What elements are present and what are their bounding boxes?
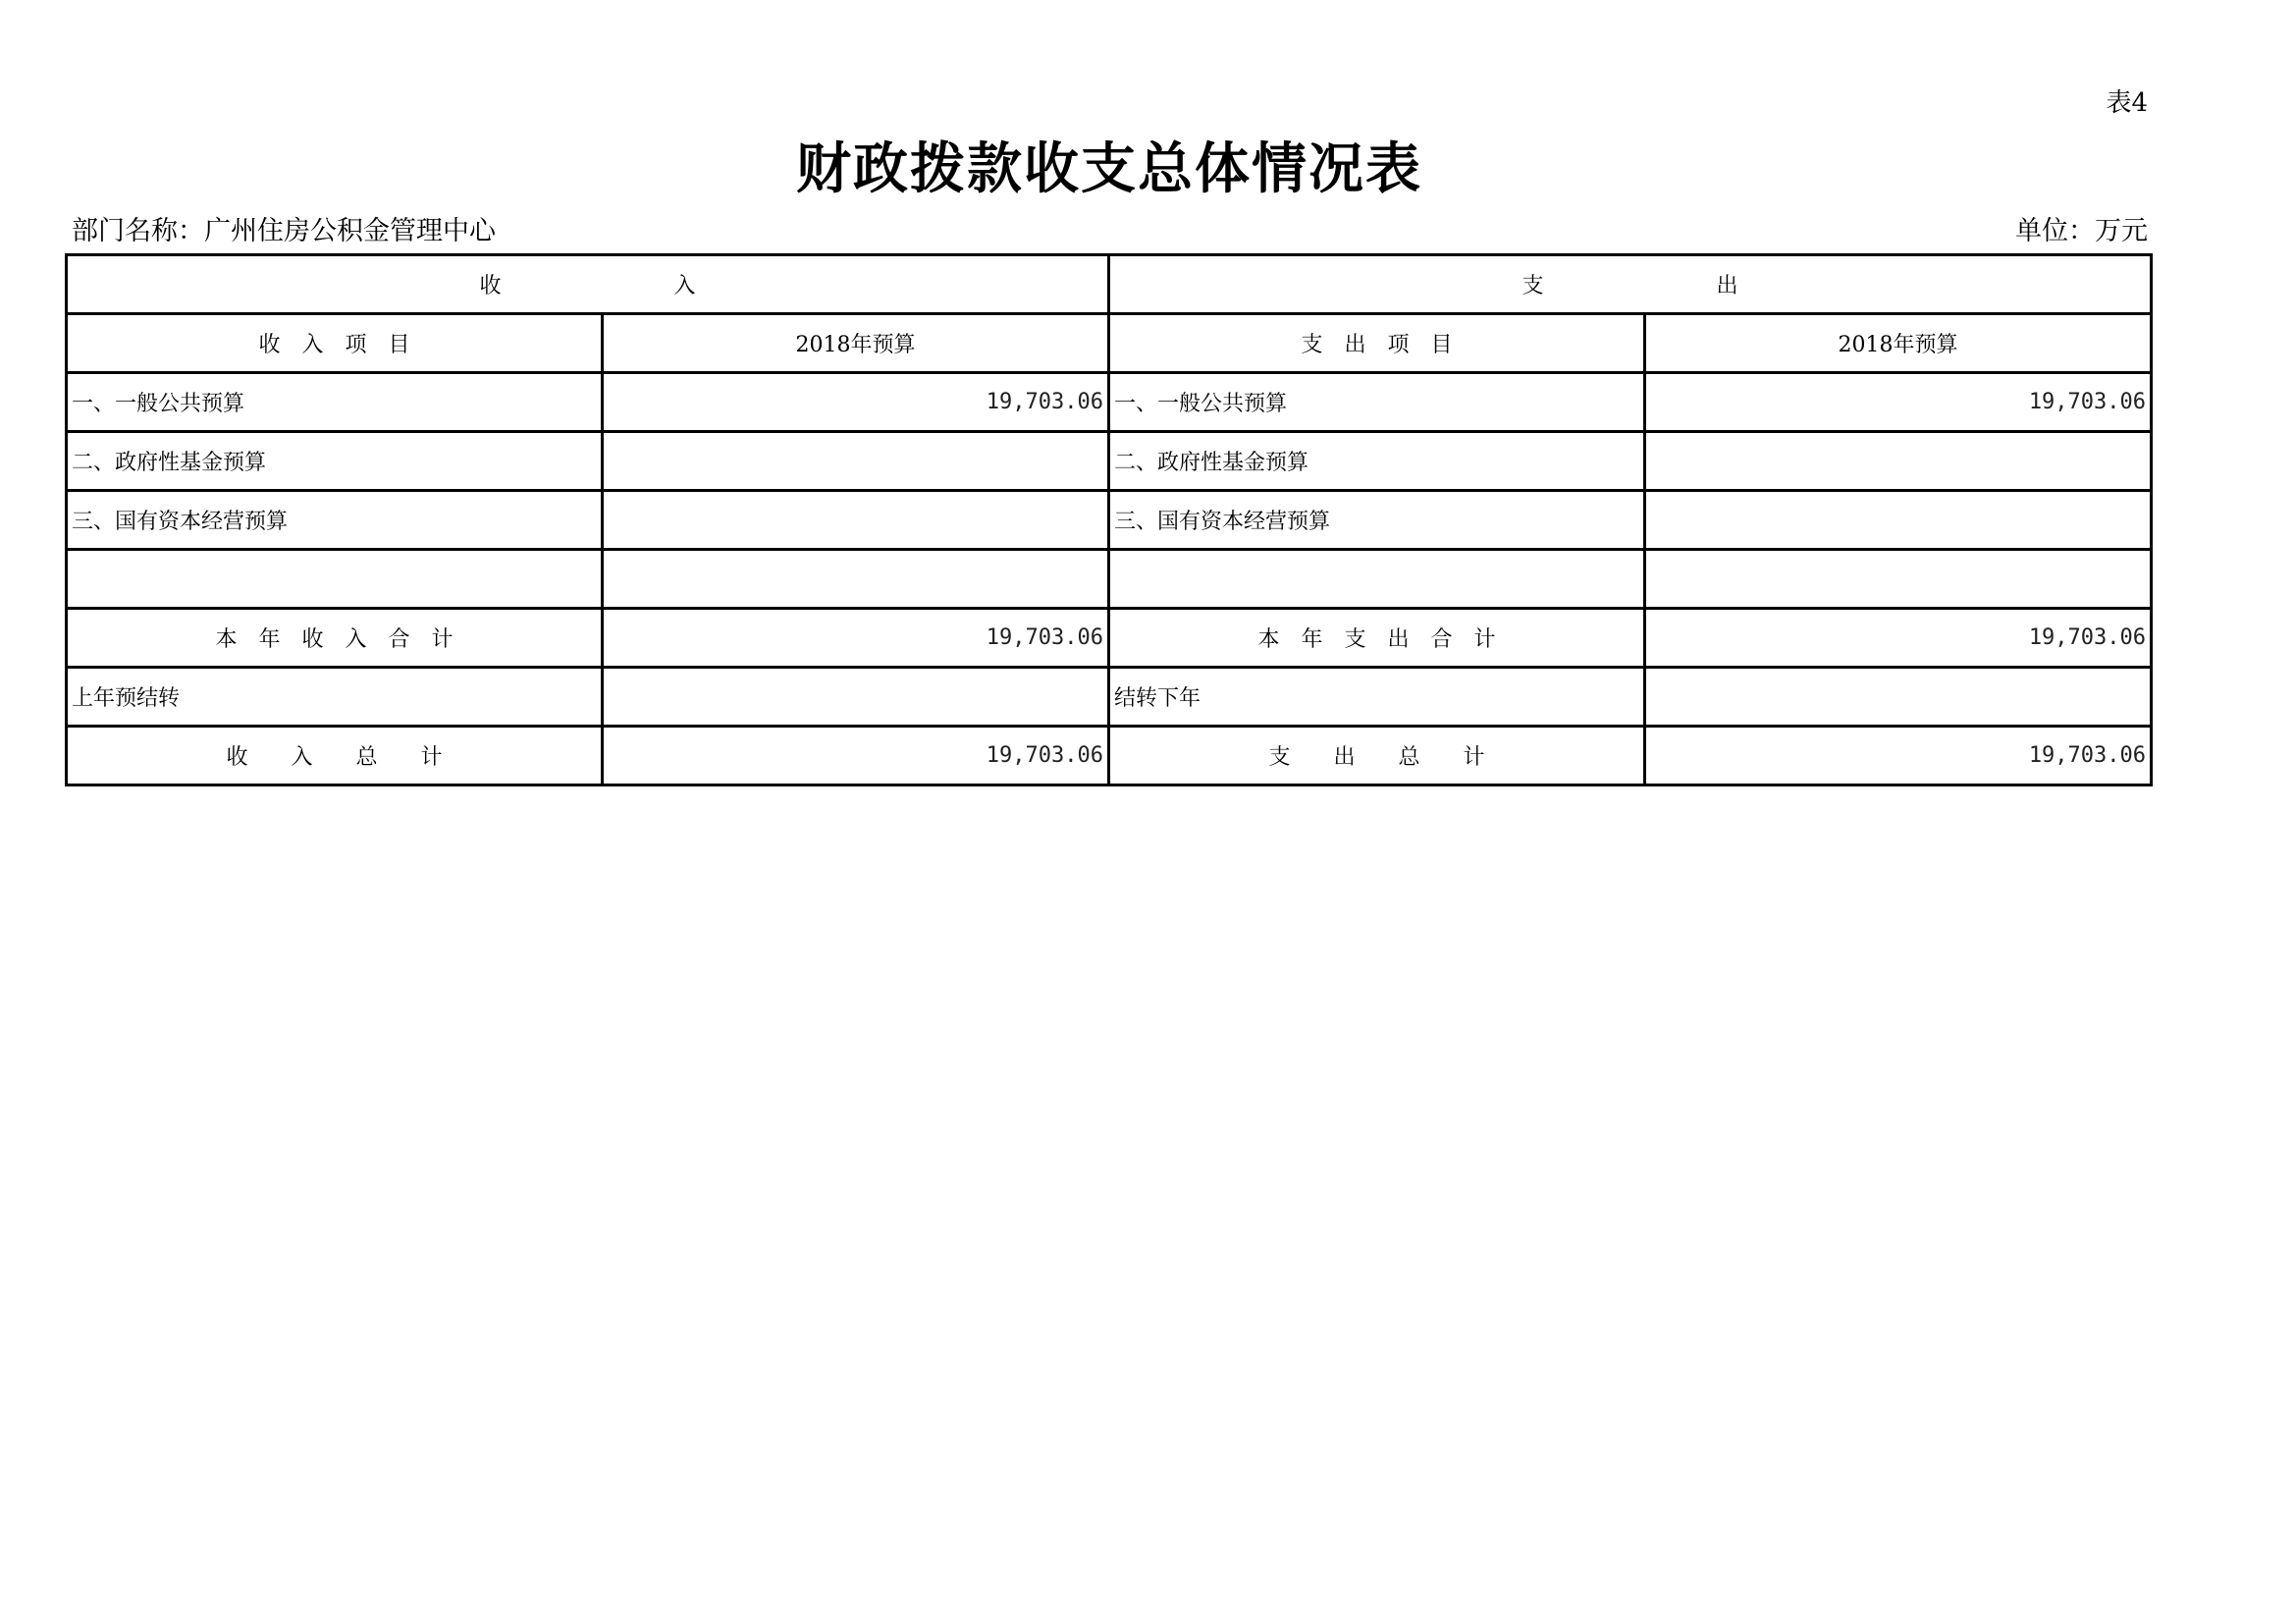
expense-value-cell xyxy=(1645,668,2152,727)
income-budget-column-header: 2018年预算 xyxy=(603,314,1109,373)
income-subtotal-label: 本 年 收 入 合 计 xyxy=(67,609,603,668)
income-section-header: 收 入 xyxy=(67,255,1109,314)
page-title: 财政拨款收支总体情况表 xyxy=(796,136,1422,201)
income-value-cell xyxy=(603,668,1109,727)
table-row xyxy=(67,727,2152,785)
table-row xyxy=(67,373,2152,432)
table-number: 表4 xyxy=(2106,88,2148,118)
table-row xyxy=(67,491,2152,550)
department-name: 部门名称：广州住房公积金管理中心 xyxy=(72,216,496,246)
income-subtotal-value: 19,703.06 xyxy=(603,609,1109,668)
table-row xyxy=(67,668,2152,727)
income-item-column-header: 收 入 项 目 xyxy=(67,314,603,373)
unit-label: 单位：万元 xyxy=(2015,216,2148,246)
expense-value-cell xyxy=(1645,432,2152,491)
table-row xyxy=(67,609,2152,668)
income-item-cell: 二、政府性基金预算 xyxy=(67,432,603,491)
expense-budget-column-header: 2018年预算 xyxy=(1645,314,2152,373)
expense-value-cell xyxy=(1645,491,2152,550)
expense-value-cell xyxy=(1645,550,2152,609)
income-total-label: 收 入 总 计 xyxy=(67,727,603,785)
expense-item-cell: 三、国有资本经营预算 xyxy=(1109,491,1645,550)
expense-item-cell: 一、一般公共预算 xyxy=(1109,373,1645,432)
income-value-cell xyxy=(603,432,1109,491)
income-value-cell xyxy=(603,550,1109,609)
income-item-cell xyxy=(67,550,603,609)
expense-item-column-header: 支 出 项 目 xyxy=(1109,314,1645,373)
expense-item-cell: 二、政府性基金预算 xyxy=(1109,432,1645,491)
expense-item-cell: 结转下年 xyxy=(1109,668,1645,727)
table-section-header-row xyxy=(67,255,2152,314)
expense-value-cell: 19,703.06 xyxy=(1645,373,2152,432)
table-column-header-row xyxy=(67,314,2152,373)
income-value-cell: 19,703.06 xyxy=(603,373,1109,432)
income-total-value: 19,703.06 xyxy=(603,727,1109,785)
expense-item-cell xyxy=(1109,550,1645,609)
budget-table xyxy=(65,253,2153,786)
income-item-cell: 三、国有资本经营预算 xyxy=(67,491,603,550)
income-item-cell: 上年预结转 xyxy=(67,668,603,727)
expense-total-label: 支 出 总 计 xyxy=(1109,727,1645,785)
expense-total-value: 19,703.06 xyxy=(1645,727,2152,785)
expense-subtotal-value: 19,703.06 xyxy=(1645,609,2152,668)
table-row xyxy=(67,550,2152,609)
expense-section-header: 支 出 xyxy=(1109,255,2152,314)
table-row xyxy=(67,432,2152,491)
income-item-cell: 一、一般公共预算 xyxy=(67,373,603,432)
expense-subtotal-label: 本 年 支 出 合 计 xyxy=(1109,609,1645,668)
income-value-cell xyxy=(603,491,1109,550)
